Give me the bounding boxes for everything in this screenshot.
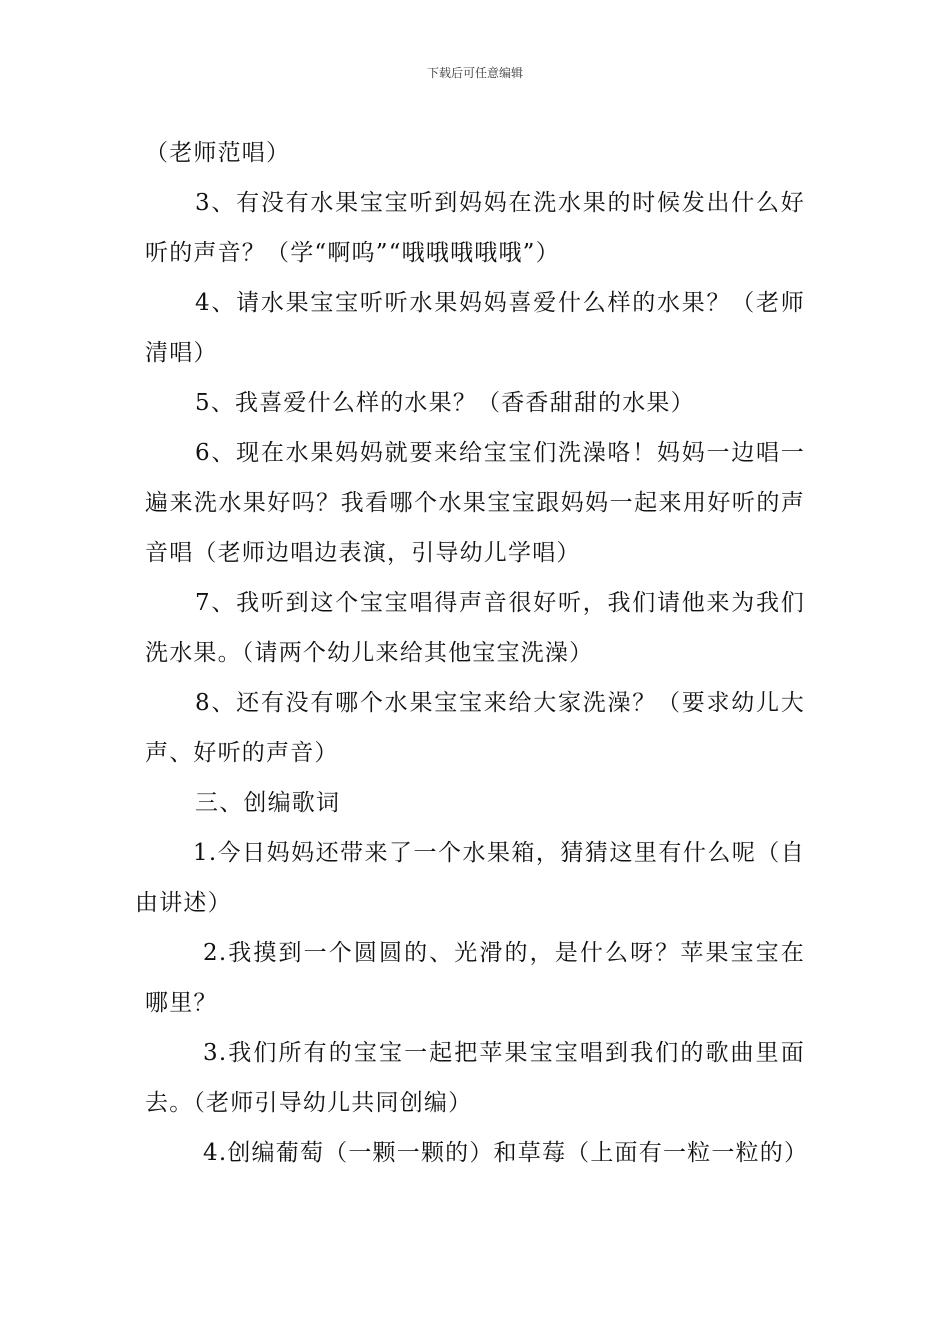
page-header: 下载后可任意编辑 bbox=[426, 66, 523, 80]
paragraph-step-5: 5、我喜爱什么样的水果？（香香甜甜的水果） bbox=[195, 390, 695, 416]
document-body bbox=[135, 128, 809, 1178]
paragraph-step-6: 6、现在水果妈妈就要来给宝宝们洗澡咯！妈妈一边唱一遍来洗水果好吗？我看哪个水果宝宝跟妈妈一起来用好听的声音唱（老师边唱边表演，引导幼儿学唱） bbox=[145, 440, 805, 566]
paragraph-step-3: 3、有没有水果宝宝听到妈妈在洗水果的时候发出什么好听的声音？（学“啊呜”“哦哦哦哦哦”） bbox=[145, 190, 805, 266]
paragraph-step-8: 8、还有没有哪个水果宝宝来给大家洗澡？（要求幼儿大声、好听的声音） bbox=[145, 690, 805, 766]
section-heading-create-lyrics: 三、创编歌词 bbox=[195, 790, 341, 816]
paragraph-step-4: 4、请水果宝宝听听水果妈妈喜爱什么样的水果？（老师清唱） bbox=[145, 290, 805, 366]
paragraph-item-2: 2.我摸到一个圆圆的、光滑的，是什么呀？苹果宝宝在哪里？ bbox=[145, 940, 805, 1016]
paragraph-item-4: 4.创编葡萄（一颗一颗的）和草莓（上面有一粒一粒的） bbox=[203, 1140, 809, 1166]
paragraph-item-3: 3.我们所有的宝宝一起把苹果宝宝唱到我们的歌曲里面去。（老师引导幼儿共同创编） bbox=[145, 1040, 805, 1116]
paragraph-step-7: 7、我听到这个宝宝唱得声音很好听，我们请他来为我们洗水果。（请两个幼儿来给其他宝宝洗澡） bbox=[145, 590, 805, 666]
paragraph-item-1: 1.今日妈妈还带来了一个水果箱，猜猜这里有什么呢（自由讲述） bbox=[135, 840, 805, 916]
paragraph-teacher-demo: （老师范唱） bbox=[145, 140, 291, 166]
